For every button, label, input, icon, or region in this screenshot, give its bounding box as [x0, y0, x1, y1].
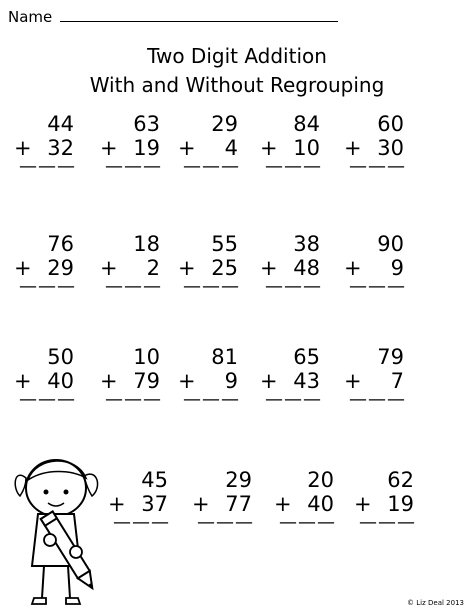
problem-bottom-number: 40	[47, 369, 74, 393]
problem-top-number: 50	[47, 345, 74, 369]
problem-bottom-number: 10	[293, 136, 320, 160]
addition-problem	[260, 232, 324, 297]
answer-line[interactable]: ———	[105, 276, 162, 297]
problem-top-number: 79	[377, 345, 404, 369]
answer-line[interactable]: ———	[349, 156, 406, 177]
addition-problem	[178, 112, 242, 177]
addition-problem	[354, 468, 418, 533]
plus-sign: +	[178, 369, 196, 393]
addition-problem	[274, 468, 338, 533]
addition-problem	[100, 345, 164, 410]
problem-bottom-number: 19	[133, 136, 160, 160]
problem-top-number: 84	[293, 112, 320, 136]
plus-sign: +	[178, 256, 196, 280]
problem-bottom-number: 32	[47, 136, 74, 160]
plus-sign: +	[178, 136, 196, 160]
answer-line[interactable]: ———	[265, 276, 322, 297]
answer-line[interactable]: ———	[105, 389, 162, 410]
answer-line[interactable]: ———	[349, 276, 406, 297]
problem-bottom-number: 2	[146, 256, 160, 280]
plus-sign: +	[192, 492, 210, 516]
addition-problem	[178, 232, 242, 297]
plus-sign: +	[14, 369, 32, 393]
problem-top-number: 81	[211, 345, 238, 369]
worksheet-title: Two Digit Addition	[147, 44, 327, 68]
answer-line[interactable]: ———	[183, 156, 240, 177]
answer-line[interactable]: ———	[105, 156, 162, 177]
problem-top-number: 44	[47, 112, 74, 136]
name-field-row	[8, 8, 338, 26]
problem-top-number: 62	[387, 468, 414, 492]
problem-top-number: 76	[47, 232, 74, 256]
answer-line[interactable]: ———	[265, 389, 322, 410]
problem-top-number: 65	[293, 345, 320, 369]
plus-sign: +	[100, 369, 118, 393]
answer-line[interactable]: ———	[197, 512, 254, 533]
problem-top-number: 55	[211, 232, 238, 256]
name-write-line[interactable]	[60, 8, 338, 22]
problem-top-number: 29	[225, 468, 252, 492]
problem-bottom-number: 40	[307, 492, 334, 516]
problem-bottom-number: 4	[224, 136, 238, 160]
answer-line[interactable]: ———	[359, 512, 416, 533]
answer-line[interactable]: ———	[265, 156, 322, 177]
plus-sign: +	[14, 136, 32, 160]
problem-bottom-number: 48	[293, 256, 320, 280]
addition-problem	[14, 112, 78, 177]
plus-sign: +	[354, 492, 372, 516]
problem-bottom-number: 37	[141, 492, 168, 516]
addition-problem	[178, 345, 242, 410]
answer-line[interactable]: ———	[19, 276, 76, 297]
problem-top-number: 29	[211, 112, 238, 136]
answer-line[interactable]: ———	[349, 389, 406, 410]
problem-top-number: 45	[141, 468, 168, 492]
addition-problem	[192, 468, 256, 533]
plus-sign: +	[14, 256, 32, 280]
problem-bottom-number: 43	[293, 369, 320, 393]
plus-sign: +	[344, 256, 362, 280]
problem-bottom-number: 19	[387, 492, 414, 516]
problem-bottom-number: 29	[47, 256, 74, 280]
problem-bottom-number: 79	[133, 369, 160, 393]
problem-top-number: 90	[377, 232, 404, 256]
addition-problem	[260, 112, 324, 177]
addition-problem	[344, 112, 408, 177]
problem-top-number: 60	[377, 112, 404, 136]
worksheet-subtitle: With and Without Regrouping	[89, 73, 385, 97]
plus-sign: +	[100, 256, 118, 280]
plus-sign: +	[108, 492, 126, 516]
answer-line[interactable]: ———	[19, 389, 76, 410]
answer-line[interactable]: ———	[183, 276, 240, 297]
problem-bottom-number: 77	[225, 492, 252, 516]
problem-top-number: 10	[133, 345, 160, 369]
addition-problem	[344, 232, 408, 297]
problem-top-number: 18	[133, 232, 160, 256]
plus-sign: +	[100, 136, 118, 160]
addition-problem	[100, 112, 164, 177]
plus-sign: +	[344, 369, 362, 393]
problem-bottom-number: 7	[390, 369, 404, 393]
problem-bottom-number: 30	[377, 136, 404, 160]
plus-sign: +	[260, 136, 278, 160]
addition-problem	[344, 345, 408, 410]
plus-sign: +	[274, 492, 292, 516]
name-label: Name	[8, 8, 53, 26]
plus-sign: +	[344, 136, 362, 160]
answer-line[interactable]: ———	[183, 389, 240, 410]
problem-bottom-number: 9	[224, 369, 238, 393]
answer-line[interactable]: ———	[19, 156, 76, 177]
addition-problem	[14, 232, 78, 297]
addition-problem	[14, 345, 78, 410]
copyright-text: © Liz Deal 2013	[407, 599, 464, 607]
problem-bottom-number: 9	[390, 256, 404, 280]
answer-line[interactable]: ———	[113, 512, 170, 533]
addition-problem	[100, 232, 164, 297]
problem-top-number: 63	[133, 112, 160, 136]
addition-problem	[260, 345, 324, 410]
answer-line[interactable]: ———	[279, 512, 336, 533]
plus-sign: +	[260, 256, 278, 280]
problem-top-number: 20	[307, 468, 334, 492]
problem-bottom-number: 25	[211, 256, 238, 280]
girl-with-pencil-clipart	[6, 448, 126, 608]
plus-sign: +	[260, 369, 278, 393]
problem-top-number: 38	[293, 232, 320, 256]
